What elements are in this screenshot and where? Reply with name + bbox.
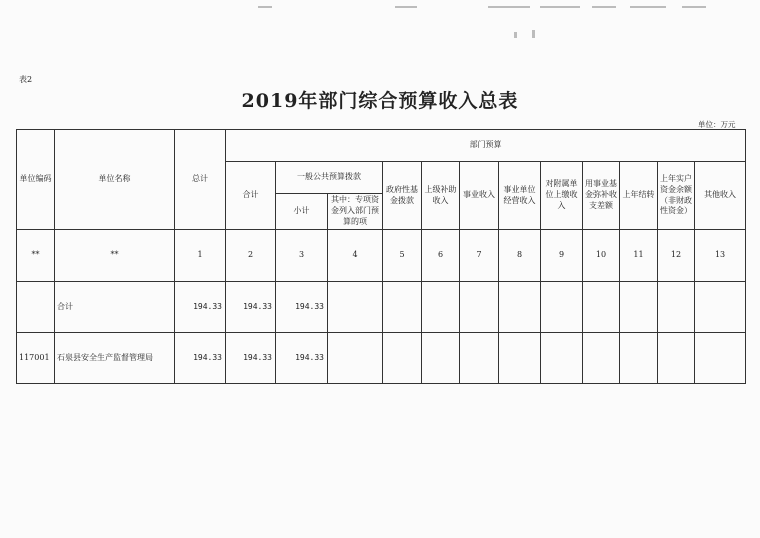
scan-mark bbox=[682, 6, 706, 8]
empty-cell bbox=[499, 333, 541, 384]
row-total: 194.33 bbox=[175, 282, 226, 333]
header-business-unit-income: 事业单位经营收入 bbox=[499, 162, 541, 230]
empty-cell bbox=[658, 333, 695, 384]
index-cell: ** bbox=[17, 230, 55, 282]
index-cell: 12 bbox=[658, 230, 695, 282]
empty-cell bbox=[658, 282, 695, 333]
index-cell: ** bbox=[55, 230, 175, 282]
empty-cell bbox=[422, 282, 460, 333]
empty-cell bbox=[499, 282, 541, 333]
row-name: 合计 bbox=[55, 282, 175, 333]
header-general-public: 一般公共预算拨款 bbox=[276, 162, 383, 194]
row-sum: 194.33 bbox=[226, 333, 276, 384]
empty-cell bbox=[328, 333, 383, 384]
scan-mark bbox=[488, 6, 530, 8]
index-cell: 3 bbox=[276, 230, 328, 282]
empty-cell bbox=[422, 333, 460, 384]
header-special-fund: 其中：专项资金列入部门预算的项 bbox=[328, 194, 383, 230]
index-row bbox=[17, 230, 746, 282]
scan-mark bbox=[540, 6, 580, 8]
table-tag: 表2 bbox=[19, 75, 33, 84]
header-prior-balance: 上年实户资金余额（非财政性资金） bbox=[658, 162, 695, 230]
scan-mark bbox=[532, 30, 535, 38]
empty-cell bbox=[328, 282, 383, 333]
index-cell: 5 bbox=[383, 230, 422, 282]
header-business-fund-offset: 用事业基金弥补收支差额 bbox=[583, 162, 620, 230]
page-title: 2019年部门综合预算收入总表 bbox=[241, 90, 519, 112]
table-row bbox=[17, 333, 746, 384]
row-code: 117001 bbox=[17, 333, 55, 384]
row-subtotal: 194.33 bbox=[276, 282, 328, 333]
index-cell: 4 bbox=[328, 230, 383, 282]
index-cell: 8 bbox=[499, 230, 541, 282]
empty-cell bbox=[460, 333, 499, 384]
header-carryover: 上年结转 bbox=[620, 162, 658, 230]
header-dept-budget: 部门预算 bbox=[226, 130, 746, 162]
empty-cell bbox=[460, 282, 499, 333]
header-business-income: 事业收入 bbox=[460, 162, 499, 230]
scan-mark bbox=[630, 6, 666, 8]
table-row bbox=[17, 282, 746, 333]
row-subtotal: 194.33 bbox=[276, 333, 328, 384]
empty-cell bbox=[541, 333, 583, 384]
header-total: 总计 bbox=[175, 130, 226, 230]
index-cell: 11 bbox=[620, 230, 658, 282]
header-other-income: 其他收入 bbox=[695, 162, 746, 230]
empty-cell bbox=[620, 333, 658, 384]
empty-cell bbox=[695, 333, 746, 384]
scan-mark bbox=[395, 6, 417, 8]
empty-cell bbox=[620, 282, 658, 333]
row-code bbox=[17, 282, 55, 333]
scan-mark bbox=[258, 6, 272, 8]
unit-note: 单位：万元 bbox=[698, 120, 736, 129]
index-cell: 9 bbox=[541, 230, 583, 282]
row-total: 194.33 bbox=[175, 333, 226, 384]
empty-cell bbox=[583, 282, 620, 333]
header-gov-fund: 政府性基金拨款 bbox=[383, 162, 422, 230]
index-cell: 6 bbox=[422, 230, 460, 282]
index-cell: 1 bbox=[175, 230, 226, 282]
empty-cell bbox=[541, 282, 583, 333]
empty-cell bbox=[583, 333, 620, 384]
header-affiliated-income: 对附属单位上缴收入 bbox=[541, 162, 583, 230]
scan-mark bbox=[592, 6, 616, 8]
empty-cell bbox=[695, 282, 746, 333]
index-cell: 2 bbox=[226, 230, 276, 282]
empty-cell bbox=[383, 282, 422, 333]
row-name: 石泉县安全生产监督管理局 bbox=[55, 333, 175, 384]
index-cell: 7 bbox=[460, 230, 499, 282]
header-higher-grant: 上级补助收入 bbox=[422, 162, 460, 230]
header-unit-name: 单位名称 bbox=[55, 130, 175, 230]
header-unit-code: 单位编码 bbox=[17, 130, 55, 230]
index-cell: 13 bbox=[695, 230, 746, 282]
empty-cell bbox=[383, 333, 422, 384]
header-sum: 合计 bbox=[226, 162, 276, 230]
row-sum: 194.33 bbox=[226, 282, 276, 333]
header-subtotal: 小计 bbox=[276, 194, 328, 230]
scan-mark bbox=[514, 32, 517, 38]
budget-table bbox=[16, 129, 746, 384]
index-cell: 10 bbox=[583, 230, 620, 282]
